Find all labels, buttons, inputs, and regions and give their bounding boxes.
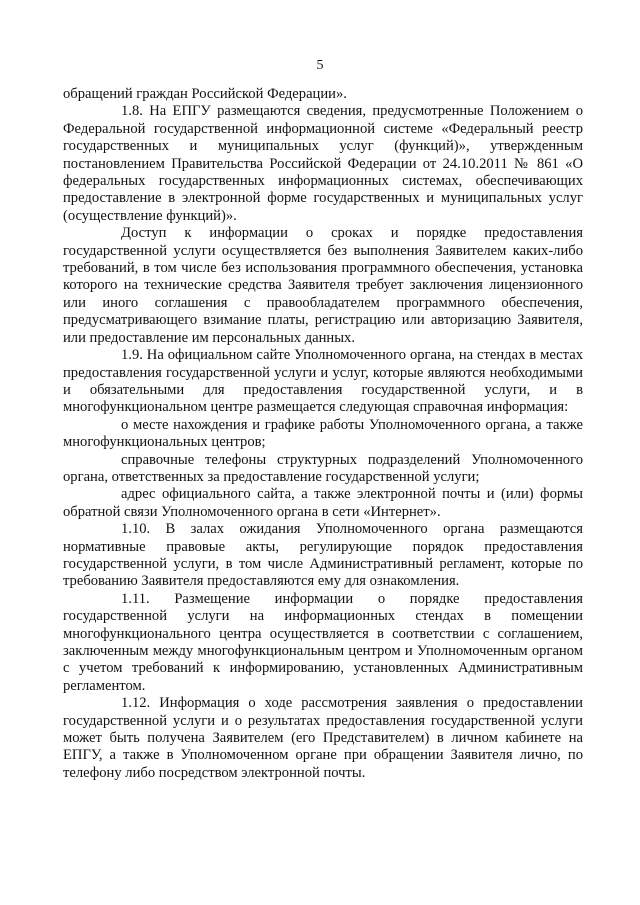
list-item-website: адрес официального сайта, а также электронной почты и (или) формы обратной связи Уполномоченного органа в сети «Интернет». bbox=[63, 486, 583, 520]
paragraph-continuation: обращений граждан Российской Федерации». bbox=[63, 86, 347, 102]
paragraph-access: Доступ к информации о сроках и порядке предоставления государственной услуги осуществляется без выполнения Заявителем каких-либо требований, в том числе без использования программного обеспечения, установка которого на технические средства Заявителя требует заключения лицензионного или иного соглашения с правообладателем программного обеспечения, предусматривающего взимание платы, регистрацию или авторизацию Заявителя, или предоставление им персональных данных. bbox=[63, 225, 583, 346]
paragraph-1-10: 1.10. В залах ожидания Уполномоченного органа размещаются нормативные правовые акты, регулирующие порядок предоставления государственной услуги, в том числе Административный регламент, которые по требованию Заявителя предоставляются ему для ознакомления. bbox=[63, 521, 583, 590]
paragraph-1-8: 1.8. На ЕПГУ размещаются сведения, предусмотренные Положением о Федеральной государственной информационной системе «Федеральный реестр государственных и муниципальных услуг (функций)», утвержденным постановлением Правительства Российской Федерации от 24.10.2011 № 861 «О федеральных государственных информационных системах, обеспечивающих предоставление в электронной форме государственных и муниципальных услуг (осуществление функций)». bbox=[63, 103, 583, 224]
list-item-location: о месте нахождения и графике работы Уполномоченного органа, а также многофункциональных центров; bbox=[63, 416, 583, 451]
page-number: 5 bbox=[316, 58, 324, 73]
paragraph-1-11: 1.11. Размещение информации о порядке предоставления государственной услуги на информационных стендах в помещении многофункционального центра осуществляется в соответствии с соглашением, заключенным между многофункциональным центром и Уполномоченным органом с учетом требований к информированию, установленных Административным регламентом. bbox=[63, 590, 583, 694]
list-item-phones: справочные телефоны структурных подразделений Уполномоченного органа, ответственных за предоставление государственной услуги; bbox=[63, 451, 583, 485]
paragraph-1-9: 1.9. На официальном сайте Уполномоченного органа, на стендах в местах предоставления государственной услуги и услуг, которые являются необходимыми и обязательными для предоставления государственной услуги, и в многофункциональном центре размещается следующая справочная информация: bbox=[63, 347, 583, 416]
document-body bbox=[63, 86, 583, 782]
paragraph-1-12: 1.12. Информация о ходе рассмотрения заявления о предоставлении государственной услуги и о результатах предоставления государственной услуги может быть получена Заявителем (его Представителем) в личном кабинете на ЕПГУ, а также в Уполномоченном органе при обращении Заявителя лично, по телефону либо посредством электронной почты. bbox=[63, 695, 583, 781]
